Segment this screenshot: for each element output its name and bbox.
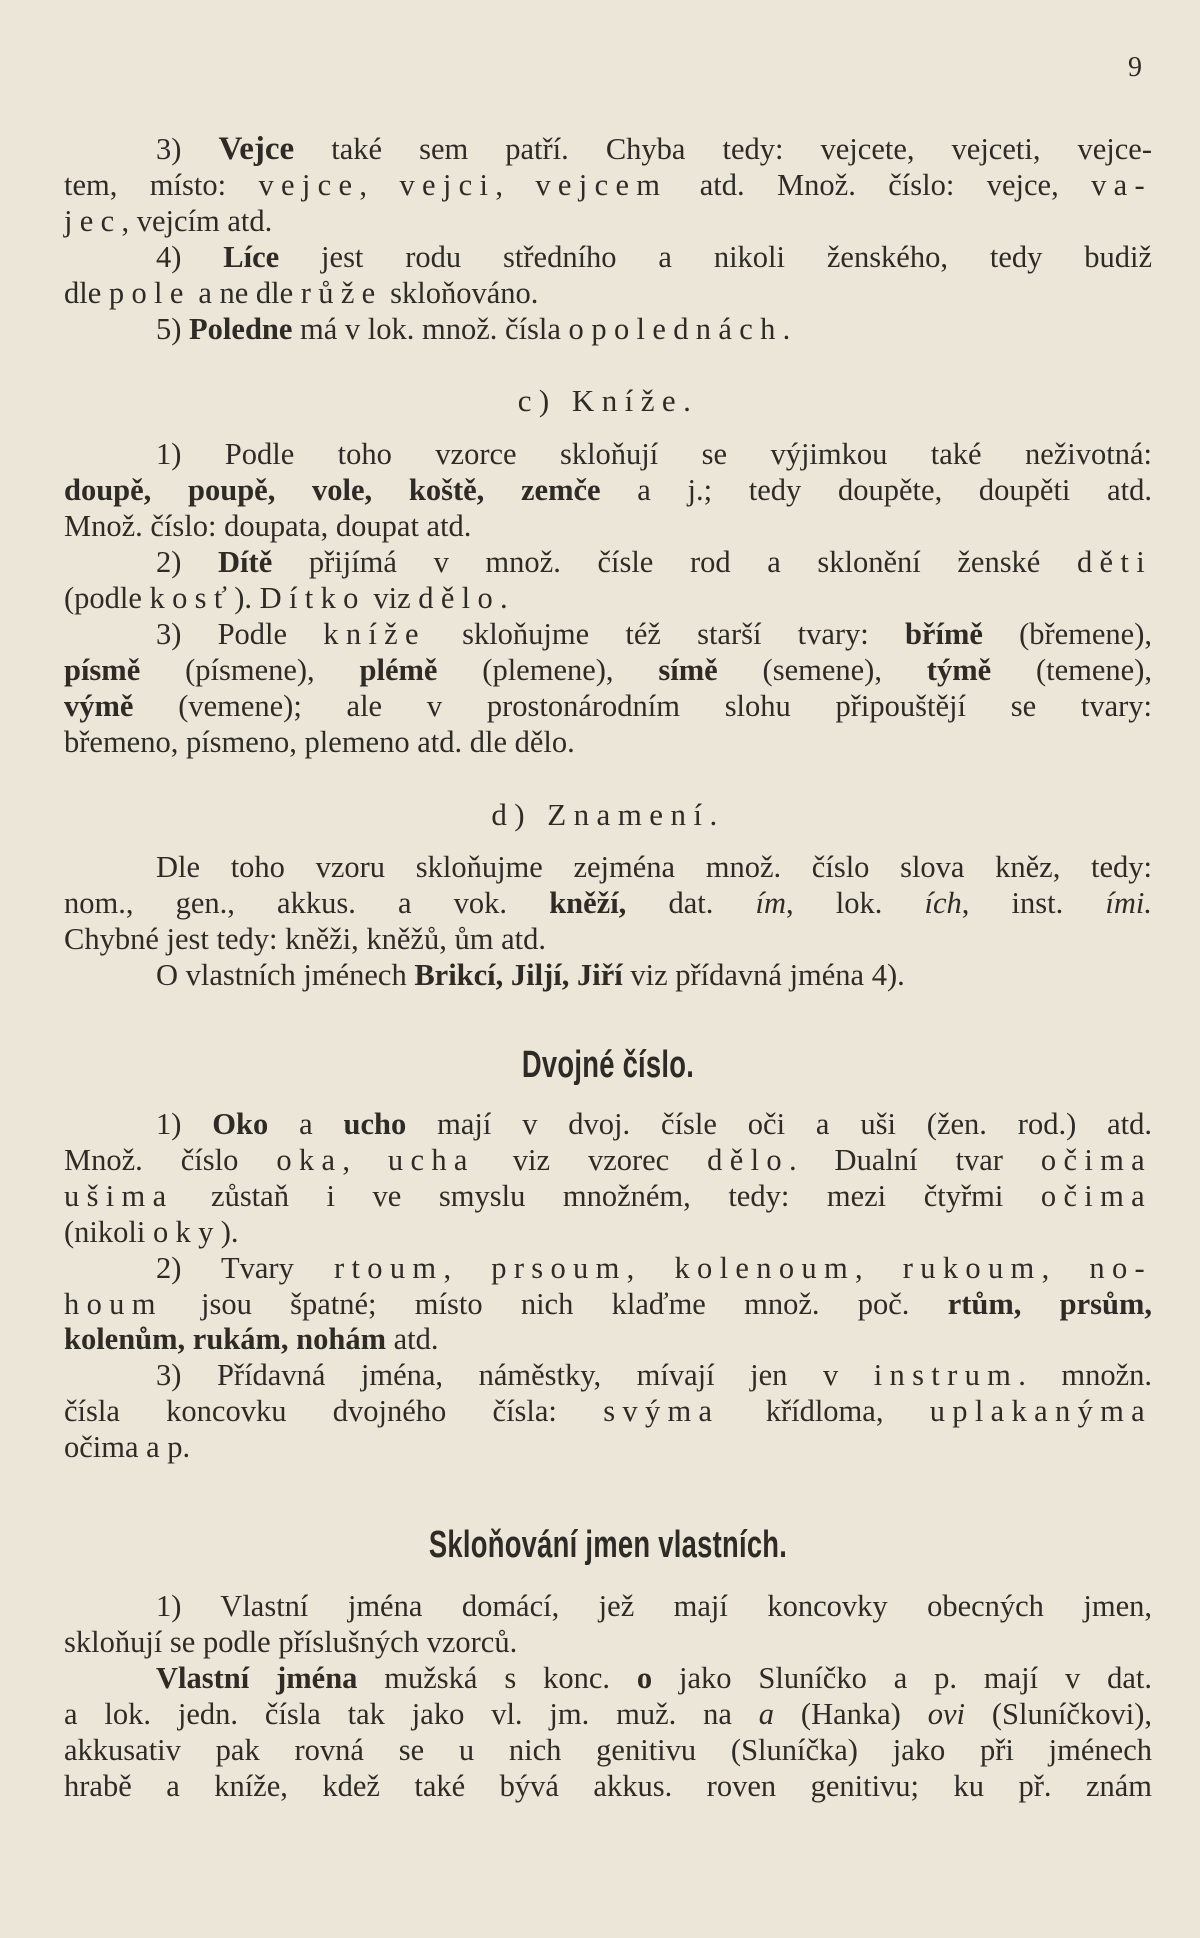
text-line: 3) Podle kníže skloňujme též starší tvary: břímě (břemene), bbox=[156, 616, 1153, 651]
text-line: 4) Líce jest rodu středního a nikoli ženského, tedy budiž bbox=[156, 239, 1152, 274]
text-line: výmě (vemene); ale v prostonárodním slohu připouštějí se tvary: bbox=[64, 688, 1152, 723]
text-line: ušima zůstaň i ve smyslu množném, tedy: mezi čtyřmi očima bbox=[64, 1178, 1152, 1213]
text-line: očima a p. bbox=[64, 1430, 191, 1465]
text-line: Množ. číslo: doupata, doupat atd. bbox=[64, 509, 472, 544]
text-line: akkusativ pak rovná se u nich genitivu (Sluníčka) jako při jménech bbox=[64, 1732, 1152, 1767]
text-line: Vlastní jména mužská s konc. o jako Sluníčko a p. mají v dat. bbox=[156, 1660, 1152, 1695]
text-line: (podle kosť). Dítko viz dělo. bbox=[64, 580, 508, 615]
section-heading: Skloňování jmen vlastních. bbox=[428, 1524, 788, 1567]
text-line: Chybné jest tedy: kněži, kněžů, ům atd. bbox=[64, 922, 546, 957]
section-heading: Dvojné číslo. bbox=[521, 1044, 695, 1087]
text-line: O vlastních jménech Brikcí, Jiljí, Jiří viz přídavná jména 4). bbox=[156, 958, 905, 993]
text-line: hrabě a kníže, kdež také bývá akkus. roven genitivu; ku př. znám bbox=[64, 1768, 1152, 1803]
text-line: (nikoli oky). bbox=[64, 1214, 239, 1249]
text-line: skloňují se podle příslušných vzorců. bbox=[64, 1625, 518, 1659]
text-line: a lok. jedn. čísla tak jako vl. jm. muž. na a (Hanka) ovi (Sluníčkovi), bbox=[64, 1696, 1152, 1731]
text-line: písmě (písmene), plémě (plemene), símě (semene), týmě (temene), bbox=[64, 652, 1153, 687]
section-subheading: d) Znamení. bbox=[491, 796, 725, 832]
text-line: 3) Přídavná jména, náměstky, mívají jen v instrum. množn. bbox=[156, 1358, 1153, 1393]
text-line: 2) Dítě přijímá v množ. čísle rod a sklonění ženské děti bbox=[156, 545, 1152, 580]
text-line: kolenům, rukám, nohám atd. bbox=[64, 1322, 439, 1357]
text-line: dle pole a ne dle růže skloňováno. bbox=[64, 275, 539, 310]
text-line: Množ. číslo oka, ucha viz vzorec dělo. Dualní tvar očima bbox=[64, 1142, 1153, 1177]
text-line: čísla koncovku dvojného čísla: svýma křídloma, uplakanýma bbox=[64, 1394, 1152, 1429]
page-text bbox=[64, 132, 1152, 1805]
text-line: 1) Podle toho vzorce skloňují se výjimkou také neživotná: bbox=[156, 437, 1152, 472]
text-line: doupě, poupě, vole, koště, zemče a j.; tedy doupěte, doupěti atd. bbox=[64, 473, 1152, 508]
text-line: 5) Poledne má v lok. množ. čísla o polednách. bbox=[156, 311, 791, 346]
page-number: 9 bbox=[1128, 52, 1142, 83]
text-line: 1) Vlastní jména domácí, jež mají koncovky obecných jmen, bbox=[156, 1589, 1152, 1624]
text-line: 3) Vejce také sem patří. Chyba tedy: vejcete, vejceti, vejce- bbox=[156, 131, 1152, 167]
text-line: jec, vejcím atd. bbox=[64, 203, 273, 238]
text-line: břemeno, písmeno, plemeno atd. dle dělo. bbox=[64, 724, 575, 759]
section-subheading: c) Kníže. bbox=[517, 383, 699, 419]
text-line: Dle toho vzoru skloňujme zejména množ. číslo slova kněz, tedy: bbox=[156, 850, 1152, 885]
text-line: 2) Tvary rtoum, prsoum, kolenoum, rukoum, no- bbox=[156, 1250, 1152, 1285]
text-line: 1) Oko a ucho mají v dvoj. čísle oči a uši (žen. rod.) atd. bbox=[156, 1107, 1152, 1142]
text-line: tem, místo: vejce, vejci, vejcem atd. Množ. číslo: vejce, va- bbox=[64, 167, 1153, 202]
text-line: houm jsou špatné; místo nich klaďme množ. poč. rtům, prsům, bbox=[64, 1286, 1153, 1321]
text-line: nom., gen., akkus. a vok. kněží, dat. ím, lok. ích, inst. ími. bbox=[64, 886, 1152, 921]
